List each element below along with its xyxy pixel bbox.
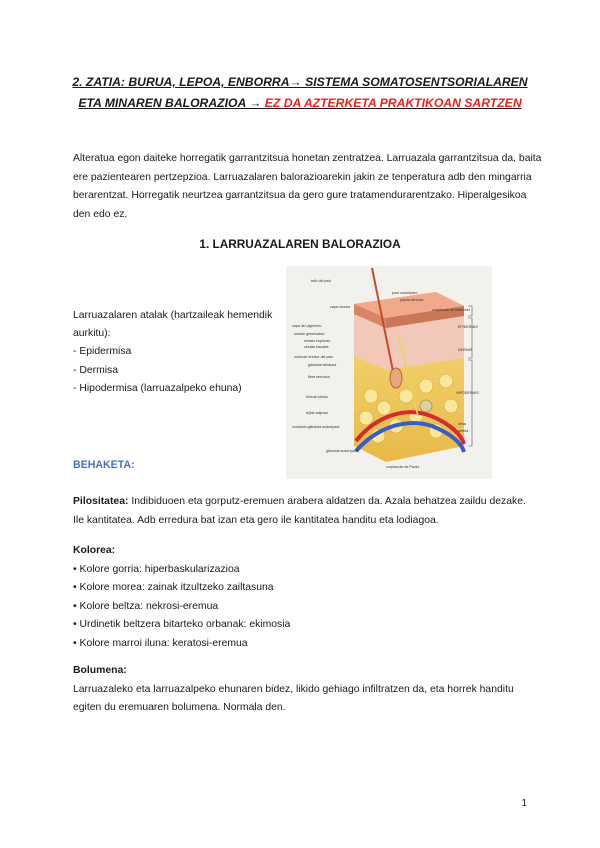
label-glandula-sebacea: glándula sebácea [308, 363, 337, 367]
list-item: • Urdinetik beltzera bitarteko orbanak: ekimosia [73, 619, 291, 631]
layer-hypodermis: - Hipodermisa (larruazalpeko ehuna) [73, 382, 242, 394]
bolumena-block [73, 662, 535, 718]
bolumena-label: Bolumena: [73, 665, 127, 676]
pilositatea-paragraph [73, 493, 533, 530]
label-dermis: DERMIS [458, 348, 472, 352]
label-capa-pigmento: capa del pigmento [292, 324, 322, 328]
label-arteria: arteria [458, 429, 469, 433]
label-poro: poro sudoríparo [392, 291, 418, 295]
list-item: • Kolore gorria: hiperbaskularizazioa [73, 563, 240, 575]
list-item: • Kolore morea: zainak itzultzeko zailtasuna [73, 582, 274, 594]
page-number: 1 [521, 798, 527, 809]
section-heading: 1. LARRUAZALAREN BALORAZIOA [199, 237, 401, 251]
behaketa-heading: BEHAKETA: [73, 459, 135, 471]
label-celulas-basales: células basales [304, 345, 329, 349]
layer-dermis: - Dermisa [73, 364, 119, 376]
kolorea-label: Kolorea: [73, 545, 116, 556]
label-meissner: corpúsculo de Meissner [432, 308, 470, 312]
label-vena: vena [458, 422, 466, 426]
skin-diagram-svg [286, 266, 492, 479]
title-line-2-prefix: ETA MINAREN BALORAZIOA → [78, 96, 265, 110]
title-line-1: 2. ZATIA: BURUA, LEPOA, ENBORRA→ SISTEMA SOMATOSENTSORIALAREN [72, 75, 528, 89]
layers-intro: Larruazalaren atalak (hartzaileak hemendik aurkitu): [73, 310, 273, 340]
layers-block [73, 307, 273, 398]
label-estrato-espinoso: estrato espinoso [304, 339, 331, 343]
label-papila: papila dérmica [400, 298, 424, 302]
title-line-2 [40, 93, 560, 114]
layer-epidermis: - Epidermisa [73, 346, 132, 358]
title-red-note: EZ DA AZTERKETA PRAKTIKOAN SARTZEN [264, 96, 522, 110]
label-tejido-adiposo: tejido adiposo [306, 411, 329, 415]
list-item: • Kolore marroi iluna: keratosi-eremua [73, 637, 248, 649]
label-estrato-germinativo: estrato germinativo [294, 332, 325, 336]
kolorea-block [73, 542, 543, 654]
label-capa-cornea: capa córnea [330, 305, 350, 309]
list-item: • Kolore beltza: nekrosi-eremua [73, 600, 219, 612]
label-hipodermis: HIPODERMIS [456, 391, 479, 395]
label-pacini: corpúsculo de Pacini [386, 465, 420, 469]
skin-diagram [286, 266, 492, 479]
kolorea-list [73, 561, 543, 654]
intro-paragraph: Alteratua egon daiteke horregatik garrantzitsua honetan zentratzea. Larruazala garrantzitsua da, baita ere pazientearen pertzepzioa. Larruazalaren balorazioarekin jakin ze tenperatura adb den mingarria berarentzat. Horregatik neurtzea garrantzitsua da gero gure tratamendurarentzako. Hiperalgesikoa den edo ez. [73, 153, 542, 220]
label-glandula-sudoripara: glándula sudorípara [326, 449, 358, 453]
page-title [40, 72, 560, 114]
label-musculo: músculo erector del pelo [294, 355, 334, 359]
pilositatea-text: Indibiduoen eta gorputz-eremuen arabera aldatzen da. Azala behatzea zaildu dezake. Ile kantitatea. Adb erredura bat izan eta gero ile kantitatea handitu eta lodiagoa. [73, 496, 526, 526]
label-foliculo: folículo piloso [306, 395, 328, 399]
bolumena-text: Larruazaleko eta larruazalpeko ehunaren bidez, likido gehiago infiltratzen da, eta horrek handitu egiten du eremuaren bolumena. Normala den. [73, 683, 514, 714]
label-fibra-nerviosa: fibra nerviosa [308, 375, 330, 379]
pilositatea-label: Pilositatea: [73, 496, 129, 507]
label-epidermis: EPIDERMIS [458, 325, 478, 329]
hair-follicle [390, 368, 402, 388]
pacini-corpuscle [420, 400, 432, 412]
label-tallo: tallo del pelo [311, 279, 332, 283]
label-conducto: conducto glándula sudorípara [292, 425, 340, 429]
